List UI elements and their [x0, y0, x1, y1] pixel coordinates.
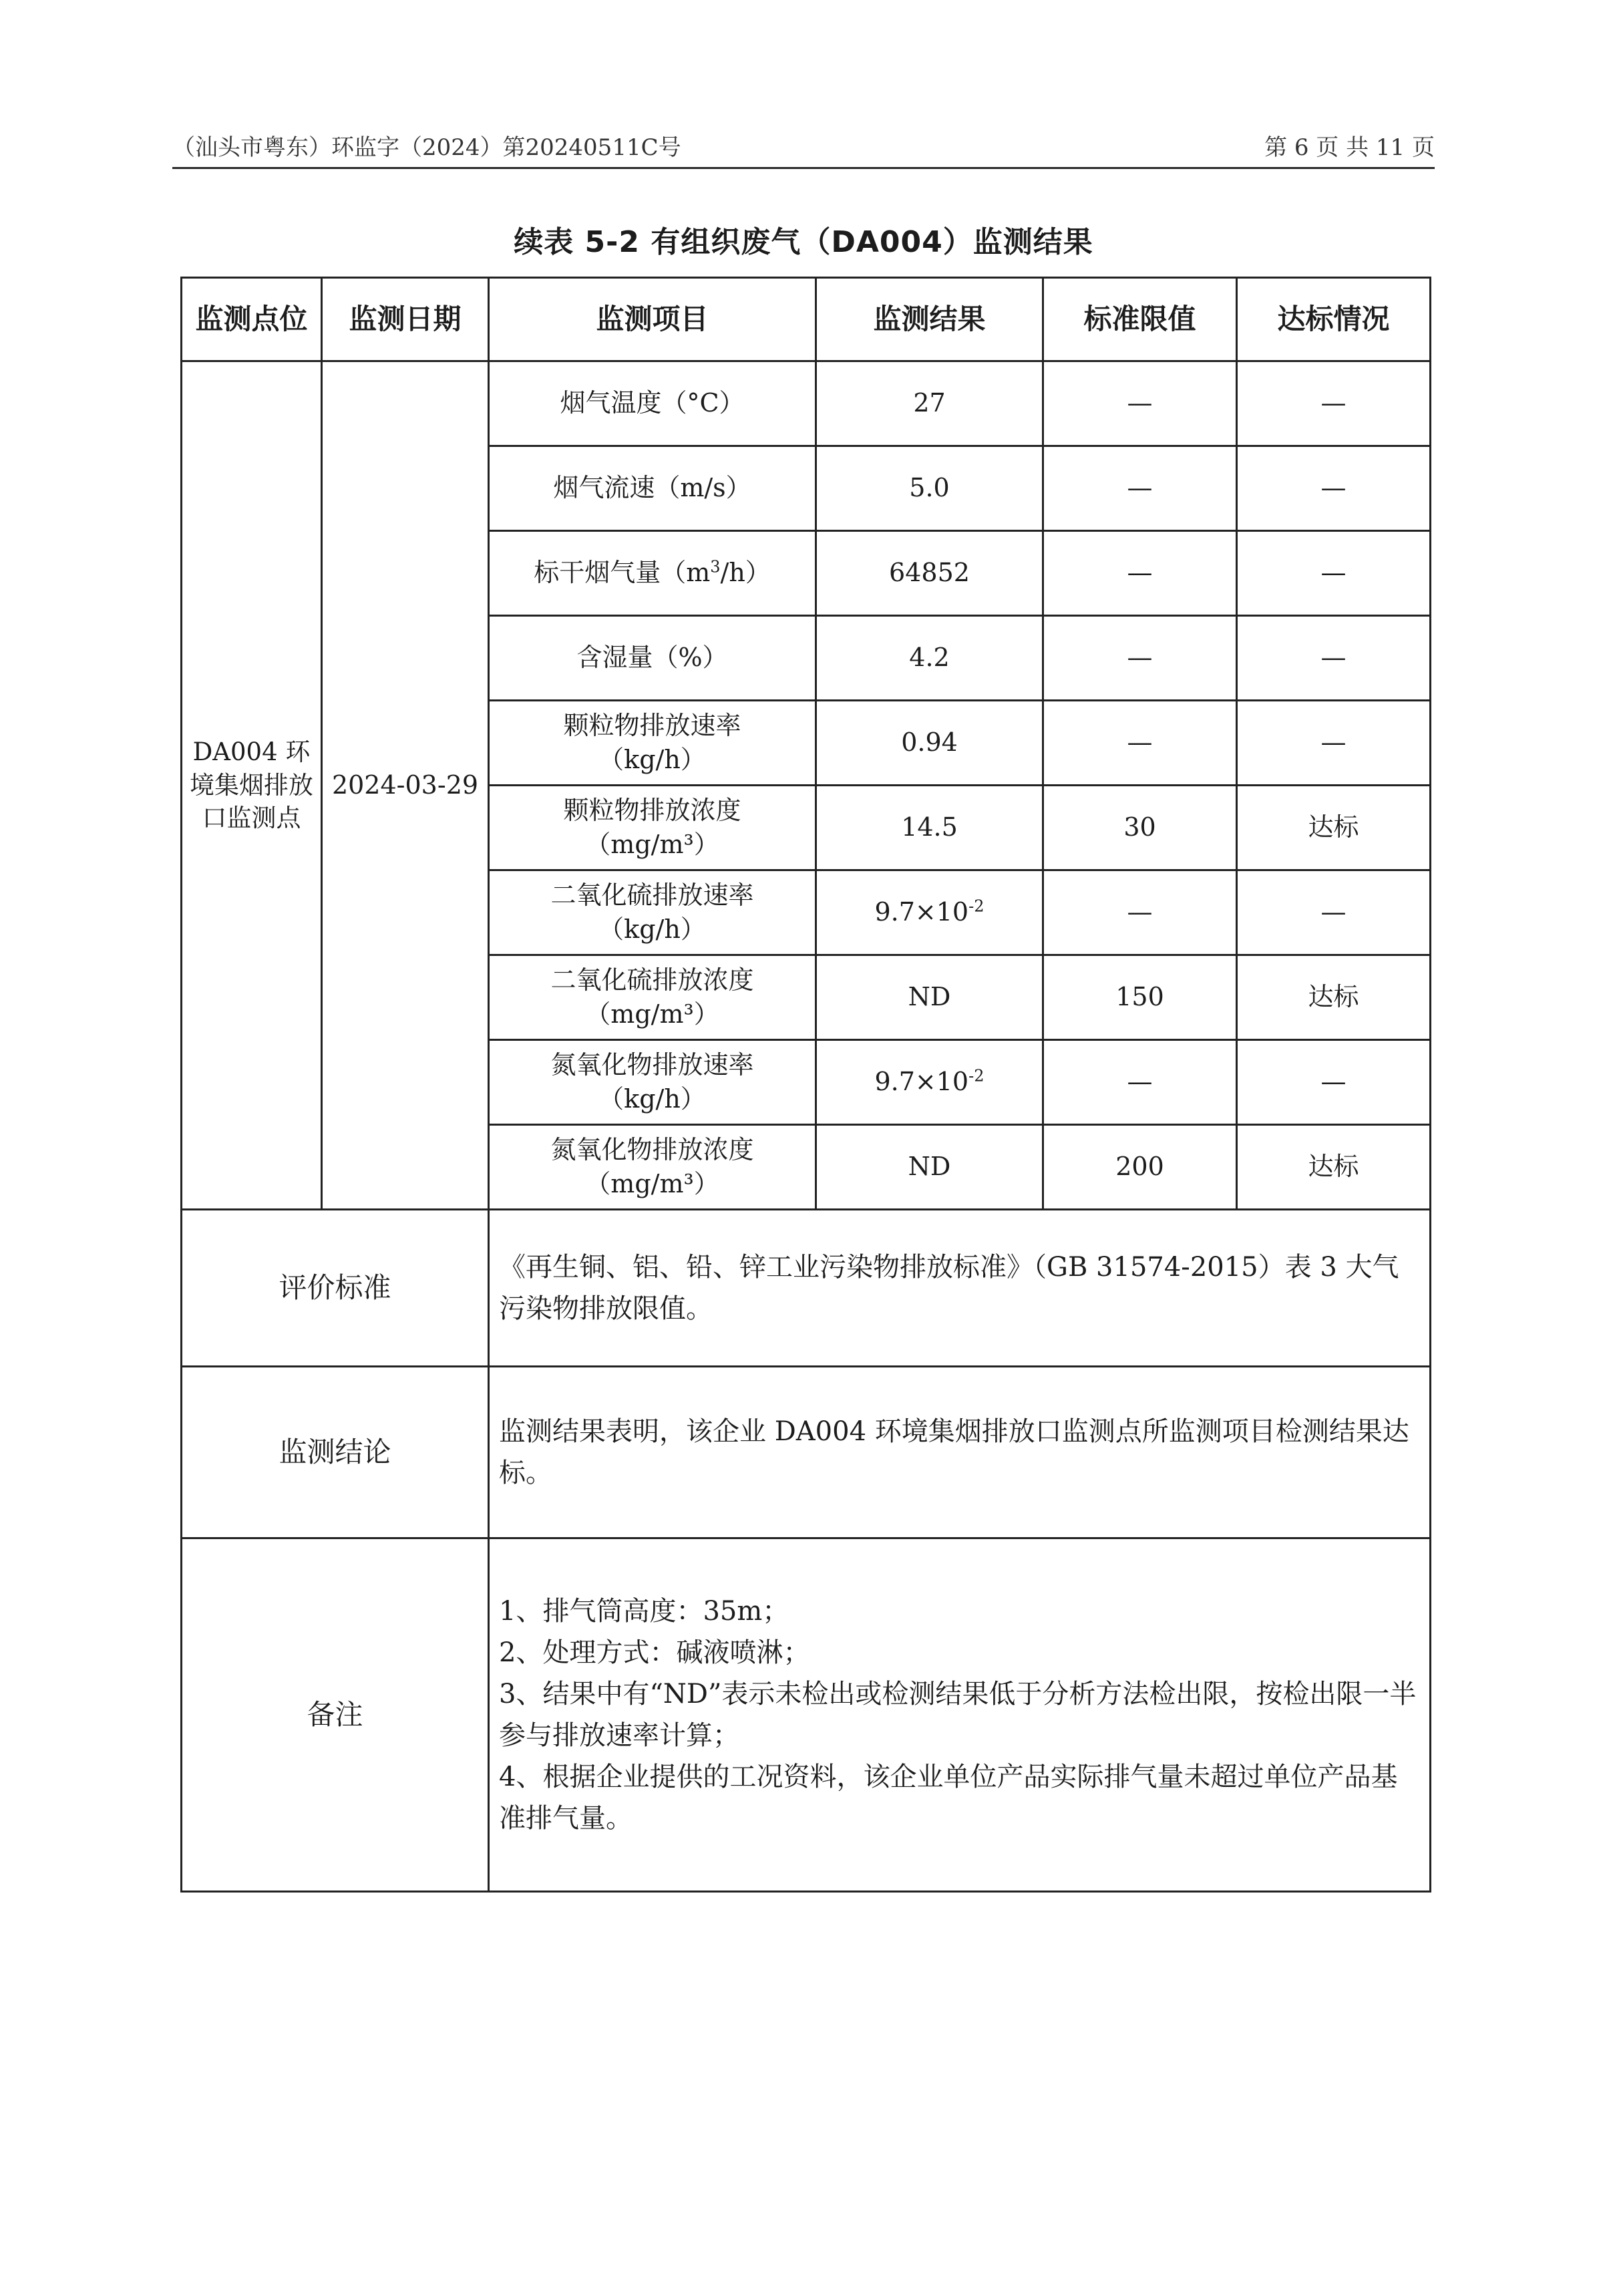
- notes-label: 备注: [182, 1538, 489, 1892]
- item-unit: （mg/m³）: [585, 1169, 719, 1198]
- header-status: 达标情况: [1237, 278, 1431, 361]
- standard-text: 《再生铜、铝、铅、锌工业污染物排放标准》（GB 31574-2015）表 3 大气污染物排放限值。: [489, 1210, 1431, 1367]
- standard-label: 评价标准: [182, 1210, 489, 1367]
- notes-row: [182, 1538, 1431, 1892]
- note-item: 1、排气筒高度：35m；: [499, 1596, 789, 1627]
- item-superscript: 3: [710, 557, 721, 577]
- limit-cell: 30: [1043, 786, 1237, 870]
- status-cell: —: [1237, 1040, 1431, 1125]
- item-text: 氮氧化物排放速率: [550, 1049, 754, 1080]
- date-cell: 2024-03-29: [322, 361, 489, 1210]
- result-exponent: -2: [968, 1066, 985, 1086]
- item-cell: [489, 1040, 816, 1125]
- result-cell: [816, 1040, 1043, 1125]
- notes-cell: [489, 1538, 1431, 1892]
- item-cell: [489, 955, 816, 1040]
- header-date: 监测日期: [322, 278, 489, 361]
- page-number: 第 6 页 共 11 页: [1264, 134, 1435, 161]
- status-cell: 达标: [1237, 786, 1431, 870]
- limit-cell: —: [1043, 446, 1237, 531]
- table-row: [182, 361, 1431, 446]
- table-header-row: [182, 278, 1431, 361]
- result-cell: 27: [816, 361, 1043, 446]
- item-cell: 烟气流速（m/s）: [489, 446, 816, 531]
- limit-cell: —: [1043, 616, 1237, 701]
- limit-cell: 150: [1043, 955, 1237, 1040]
- result-cell: ND: [816, 955, 1043, 1040]
- status-cell: —: [1237, 616, 1431, 701]
- item-cell: 烟气温度（°C）: [489, 361, 816, 446]
- status-cell: —: [1237, 870, 1431, 955]
- note-item: 3、结果中有“ND”表示未检出或检测结果低于分析方法检出限，按检出限一半参与排放速率计算；: [499, 1679, 1417, 1751]
- status-cell: 达标: [1237, 1125, 1431, 1210]
- item-text: 标干烟气量（m: [534, 558, 711, 588]
- standard-row: [182, 1210, 1431, 1367]
- conclusion-label: 监测结论: [182, 1367, 489, 1538]
- location-cell: DA004 环境集烟排放口监测点: [182, 361, 322, 1210]
- limit-cell: —: [1043, 531, 1237, 616]
- monitoring-results-table: [180, 277, 1431, 1893]
- item-cell: [489, 870, 816, 955]
- table-title: 续表 5-2 有组织废气（DA004）监测结果: [514, 225, 1093, 259]
- result-exponent: -2: [968, 896, 985, 916]
- item-cell: 含湿量（%）: [489, 616, 816, 701]
- result-cell: 4.2: [816, 616, 1043, 701]
- result-cell: 14.5: [816, 786, 1043, 870]
- item-unit: （kg/h）: [598, 1084, 706, 1114]
- conclusion-text: 监测结果表明，该企业 DA004 环境集烟排放口监测点所监测项目检测结果达标。: [489, 1367, 1431, 1538]
- item-text: 颗粒物排放速率: [563, 710, 741, 740]
- limit-cell: —: [1043, 870, 1237, 955]
- item-text: 二氧化硫排放速率: [550, 880, 754, 910]
- header-item: 监测项目: [489, 278, 816, 361]
- header-result: 监测结果: [816, 278, 1043, 361]
- item-cell: [489, 786, 816, 870]
- status-cell: —: [1237, 701, 1431, 786]
- limit-cell: —: [1043, 701, 1237, 786]
- status-cell: —: [1237, 531, 1431, 616]
- item-cell: [489, 1125, 816, 1210]
- note-item: 4、根据企业提供的工况资料，该企业单位产品实际排气量未超过单位产品基准排气量。: [499, 1762, 1398, 1834]
- item-text: 二氧化硫排放浓度: [550, 965, 754, 995]
- item-unit: （kg/h）: [598, 745, 706, 774]
- report-reference: （汕头市粤东）环监字（2024）第20240511C号: [172, 134, 681, 161]
- status-cell: —: [1237, 361, 1431, 446]
- header-location: 监测点位: [182, 278, 322, 361]
- result-cell: ND: [816, 1125, 1043, 1210]
- item-cell: [489, 531, 816, 616]
- result-cell: 0.94: [816, 701, 1043, 786]
- header-limit: 标准限值: [1043, 278, 1237, 361]
- item-cell: [489, 701, 816, 786]
- limit-cell: —: [1043, 1040, 1237, 1125]
- item-text: 颗粒物排放浓度: [563, 795, 741, 825]
- limit-cell: 200: [1043, 1125, 1237, 1210]
- page-header: [172, 134, 1435, 169]
- item-unit: （mg/m³）: [585, 999, 719, 1029]
- result-base: 9.7×10: [874, 897, 969, 927]
- item-unit: （kg/h）: [598, 915, 706, 944]
- conclusion-row: [182, 1367, 1431, 1538]
- result-base: 9.7×10: [874, 1067, 969, 1097]
- status-cell: —: [1237, 446, 1431, 531]
- item-text-unit: /h）: [720, 558, 771, 588]
- note-item: 2、处理方式：碱液喷淋；: [499, 1637, 810, 1668]
- result-cell: 5.0: [816, 446, 1043, 531]
- limit-cell: —: [1043, 361, 1237, 446]
- item-text: 氮氧化物排放浓度: [550, 1134, 754, 1164]
- item-unit: （mg/m³）: [585, 830, 719, 859]
- result-cell: [816, 870, 1043, 955]
- status-cell: 达标: [1237, 955, 1431, 1040]
- result-cell: 64852: [816, 531, 1043, 616]
